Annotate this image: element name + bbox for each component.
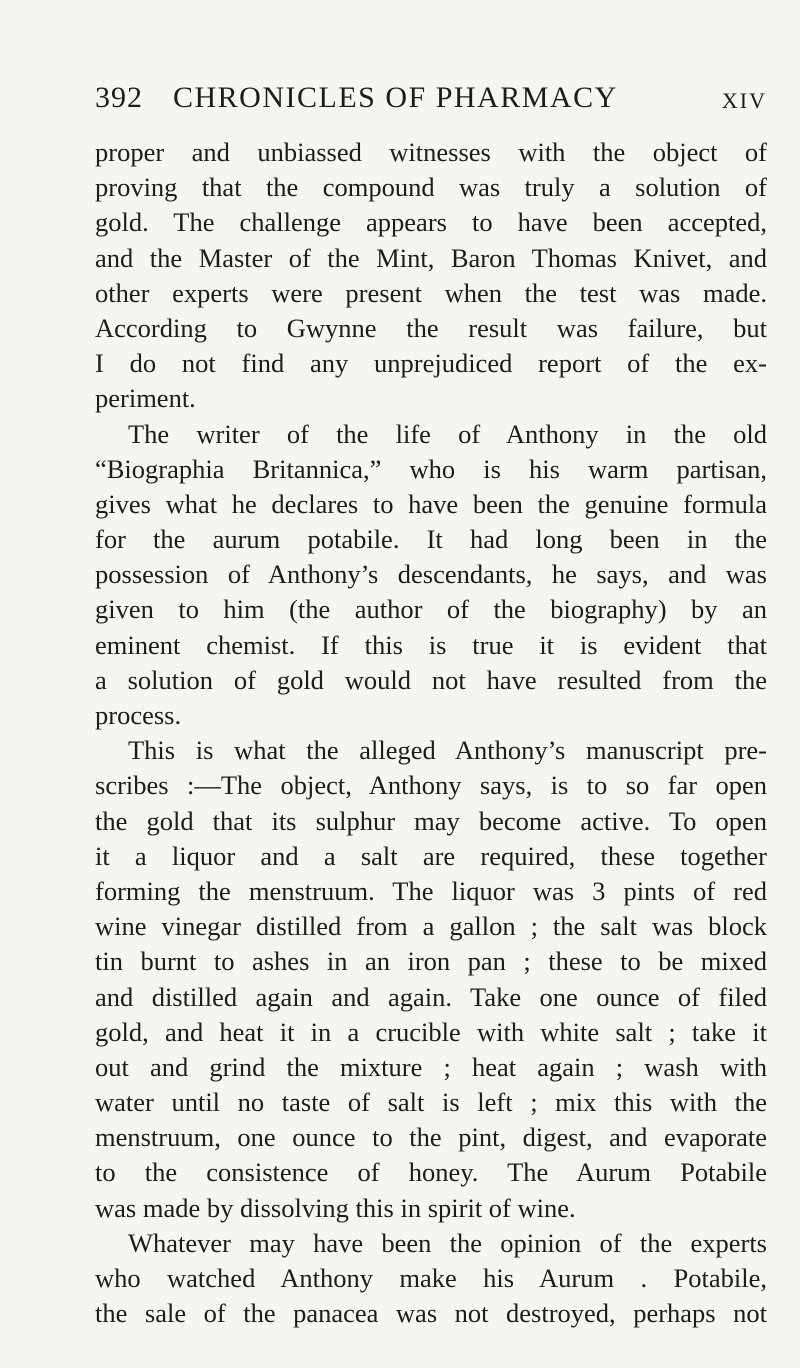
body-text	[95, 135, 767, 1331]
text-line: to the consistence of honey. The Aurum Potabile	[95, 1157, 767, 1188]
text-line: possession of Anthony’s descendants, he says, and was	[95, 559, 767, 590]
paragraph	[95, 417, 767, 734]
text-line: proving that the compound was truly a solution of	[95, 172, 767, 203]
page-content	[95, 80, 767, 1331]
text-line: I do not find any unprejudiced report of the ex-	[95, 348, 767, 379]
text-line: for the aurum potabile. It had long been in the	[95, 524, 767, 555]
text-line: “Biographia Britannica,” who is his warm partisan,	[95, 453, 767, 484]
text-line: who watched Anthony make his Aurum . Potabile,	[95, 1263, 767, 1293]
text-line: According to Gwynne the result was failure, but	[95, 312, 767, 343]
text-line: water until no taste of salt is left ; mix this with the	[95, 1087, 767, 1118]
text-line: gold, and heat it in a crucible with white salt ; take it	[95, 1016, 767, 1047]
chapter-number: XIV	[721, 88, 767, 113]
text-line: scribes :—The object, Anthony says, is to so far open	[95, 770, 767, 801]
text-line: tin burnt to ashes in an iron pan ; these to be mixed	[95, 946, 767, 977]
text-line: Whatever may have been the opinion of the experts	[128, 1227, 767, 1258]
text-line: the gold that its sulphur may become active. To open	[95, 805, 767, 836]
text-line: the sale of the panacea was not destroyed, perhaps not	[95, 1298, 767, 1329]
text-line: and the Master of the Mint, Baron Thomas Knivet, and	[95, 242, 767, 273]
text-line: gives what he declares to have been the genuine formula	[95, 488, 767, 519]
text-line: proper and unbiassed witnesses with the object of	[95, 137, 767, 167]
text-line: given to him (the author of the biography) by an	[95, 594, 767, 625]
text-line: out and grind the mixture ; heat again ; wash with	[95, 1051, 767, 1082]
text-line: wine vinegar distilled from a gallon ; the salt was block	[95, 911, 767, 942]
text-line: gold. The challenge appears to have been accepted,	[95, 207, 767, 238]
text-line: process.	[95, 700, 182, 730]
text-line: a solution of gold would not have resulted from the	[95, 664, 767, 695]
text-line: This is what the alleged Anthony’s manuscript pre-	[128, 735, 767, 766]
text-line: periment.	[95, 383, 196, 414]
text-line: forming the menstruum. The liquor was 3 pints of red	[95, 875, 767, 906]
running-head	[95, 80, 767, 116]
text-line: The writer of the life of Anthony in the old	[128, 418, 767, 449]
text-line: and distilled again and again. Take one ounce of filed	[95, 981, 767, 1012]
paragraph	[95, 135, 767, 417]
text-line: it a liquor and a salt are required, these together	[95, 840, 767, 871]
running-title: CHRONICLES OF PHARMACY	[173, 81, 618, 114]
paragraph	[95, 1226, 767, 1332]
text-line: other experts were present when the test was made.	[95, 277, 767, 308]
text-line: menstruum, one ounce to the pint, digest, and evaporate	[95, 1122, 767, 1153]
page-number: 392	[95, 81, 143, 114]
text-line: was made by dissolving this in spirit of wine.	[95, 1192, 576, 1223]
text-line: eminent chemist. If this is true it is evident that	[95, 629, 767, 660]
paragraph	[95, 733, 767, 1226]
